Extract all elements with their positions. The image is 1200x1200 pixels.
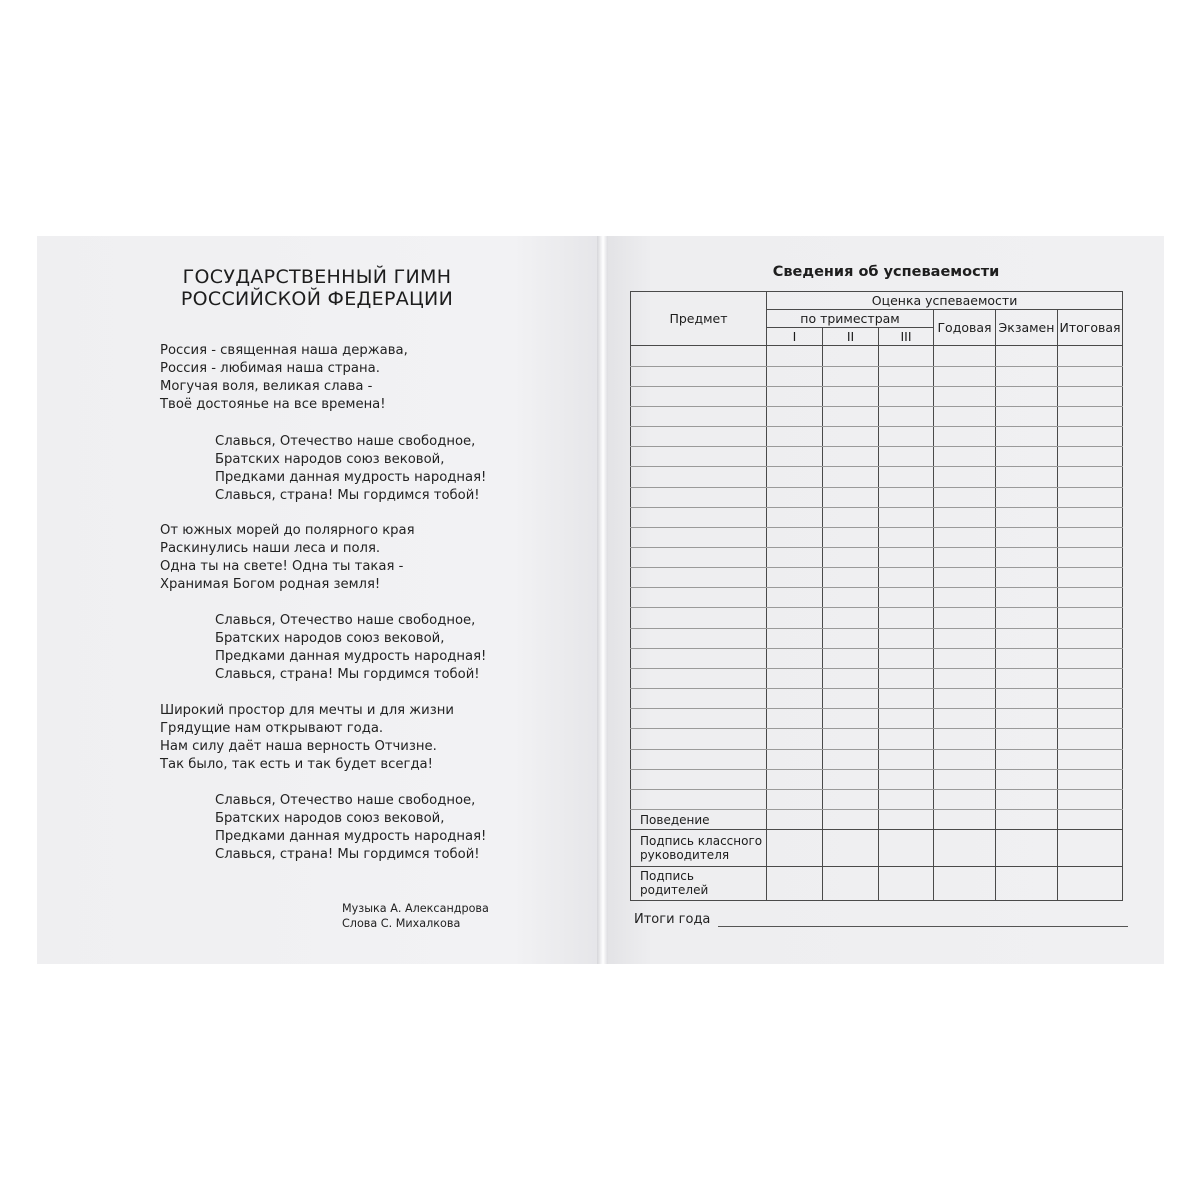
grade-cell[interactable] xyxy=(934,689,996,709)
subject-row xyxy=(631,386,1123,406)
subject-row xyxy=(631,729,1123,749)
anthem-title xyxy=(37,266,597,310)
row-behavior xyxy=(631,810,1123,830)
grade-cell[interactable] xyxy=(996,447,1058,467)
grade-cell[interactable] xyxy=(823,709,879,729)
grade-cell[interactable] xyxy=(767,749,823,769)
grade-cell[interactable] xyxy=(996,427,1058,447)
grade-cell[interactable] xyxy=(934,568,996,588)
grade-cell[interactable] xyxy=(996,689,1058,709)
col-by-trimester: по триместрам xyxy=(767,310,934,328)
grade-cell[interactable] xyxy=(1058,548,1123,568)
subject-row xyxy=(631,769,1123,789)
grade-cell[interactable] xyxy=(823,487,879,507)
col-trimester-2: II xyxy=(823,328,879,346)
grade-cell[interactable] xyxy=(934,830,996,866)
subject-cell[interactable] xyxy=(631,406,767,426)
grade-cell[interactable] xyxy=(823,467,879,487)
verse-line: Твоё достоянье на все времена! xyxy=(160,397,386,412)
grade-cell[interactable] xyxy=(823,527,879,547)
chorus-line: Предками данная мудрость народная! xyxy=(215,649,487,664)
grade-cell[interactable] xyxy=(1058,749,1123,769)
subject-row xyxy=(631,588,1123,608)
grade-cell[interactable] xyxy=(823,588,879,608)
col-assessment: Оценка успеваемости xyxy=(767,292,1123,310)
grade-cell[interactable] xyxy=(823,608,879,628)
verse-line: Так было, так есть и так будет всегда! xyxy=(160,757,433,772)
grade-cell[interactable] xyxy=(996,568,1058,588)
grade-cell[interactable] xyxy=(879,769,934,789)
grades-table xyxy=(630,291,1123,901)
anthem-verse-1 xyxy=(160,342,408,414)
subject-cell[interactable] xyxy=(631,467,767,487)
col-trimester-1: I xyxy=(767,328,823,346)
grade-cell[interactable] xyxy=(879,366,934,386)
grade-cell[interactable] xyxy=(1058,608,1123,628)
grade-cell[interactable] xyxy=(934,749,996,769)
grade-cell[interactable] xyxy=(823,749,879,769)
subject-row xyxy=(631,507,1123,527)
grade-cell[interactable] xyxy=(934,709,996,729)
subject-row xyxy=(631,487,1123,507)
anthem-verse-2 xyxy=(160,522,415,594)
grade-cell[interactable] xyxy=(879,548,934,568)
grade-cell[interactable] xyxy=(879,866,934,900)
grade-cell[interactable] xyxy=(934,447,996,467)
grade-cell[interactable] xyxy=(1058,709,1123,729)
grade-cell[interactable] xyxy=(879,427,934,447)
grade-cell[interactable] xyxy=(934,769,996,789)
right-page xyxy=(608,236,1164,964)
grade-cell[interactable] xyxy=(1058,447,1123,467)
grade-cell[interactable] xyxy=(1058,789,1123,809)
grade-cell[interactable] xyxy=(879,467,934,487)
chorus-line: Братских народов союз вековой, xyxy=(215,811,445,826)
grade-cell[interactable] xyxy=(767,568,823,588)
book-gutter xyxy=(597,236,608,964)
verse-line: Россия - священная наша держава, xyxy=(160,343,408,358)
grade-cell[interactable] xyxy=(996,406,1058,426)
subject-cell[interactable] xyxy=(631,527,767,547)
subject-cell[interactable] xyxy=(631,648,767,668)
grade-cell[interactable] xyxy=(1058,527,1123,547)
grade-cell[interactable] xyxy=(767,527,823,547)
subject-cell[interactable] xyxy=(631,507,767,527)
grade-cell[interactable] xyxy=(996,467,1058,487)
grade-cell[interactable] xyxy=(996,507,1058,527)
grade-cell[interactable] xyxy=(823,648,879,668)
grade-cell[interactable] xyxy=(767,608,823,628)
row-teacher-signature xyxy=(631,830,1123,866)
col-final: Итоговая xyxy=(1058,310,1123,346)
grade-cell[interactable] xyxy=(1058,866,1123,900)
grade-cell[interactable] xyxy=(879,749,934,769)
grade-cell[interactable] xyxy=(879,810,934,830)
grade-cell[interactable] xyxy=(823,729,879,749)
grade-cell[interactable] xyxy=(934,487,996,507)
grade-cell[interactable] xyxy=(767,709,823,729)
grade-cell[interactable] xyxy=(996,830,1058,866)
lyrics-credit: Слова С. Михалкова xyxy=(342,917,461,930)
grade-cell[interactable] xyxy=(823,830,879,866)
subject-cell[interactable] xyxy=(631,749,767,769)
grade-cell[interactable] xyxy=(879,527,934,547)
chorus-line: Славься, страна! Мы гордимся тобой! xyxy=(215,667,480,682)
grade-cell[interactable] xyxy=(1058,810,1123,830)
anthem-title-line-1: ГОСУДАРСТВЕННЫЙ ГИМН xyxy=(182,266,452,288)
grade-cell[interactable] xyxy=(767,447,823,467)
grade-cell[interactable] xyxy=(996,709,1058,729)
grade-cell[interactable] xyxy=(823,810,879,830)
grade-cell[interactable] xyxy=(879,668,934,688)
grade-cell[interactable] xyxy=(1058,769,1123,789)
subject-row xyxy=(631,668,1123,688)
grade-cell[interactable] xyxy=(934,668,996,688)
subject-row xyxy=(631,689,1123,709)
grade-cell[interactable] xyxy=(934,386,996,406)
subject-row xyxy=(631,406,1123,426)
grade-cell[interactable] xyxy=(767,507,823,527)
grade-cell[interactable] xyxy=(934,789,996,809)
grade-cell[interactable] xyxy=(767,789,823,809)
grade-cell[interactable] xyxy=(823,568,879,588)
row-label xyxy=(631,830,767,866)
grade-cell[interactable] xyxy=(996,588,1058,608)
chorus-line: Предками данная мудрость народная! xyxy=(215,470,487,485)
grade-cell[interactable] xyxy=(934,527,996,547)
subject-row xyxy=(631,447,1123,467)
grade-cell[interactable] xyxy=(823,507,879,527)
blank-rows xyxy=(631,346,1123,810)
grades-title: Сведения об успеваемости xyxy=(772,264,1000,280)
grade-cell[interactable] xyxy=(823,668,879,688)
anthem-credits xyxy=(342,901,489,931)
grade-cell[interactable] xyxy=(934,648,996,668)
grade-cell[interactable] xyxy=(996,527,1058,547)
anthem-title-line-2: РОССИЙСКОЙ ФЕДЕРАЦИИ xyxy=(180,288,454,310)
grade-cell[interactable] xyxy=(996,386,1058,406)
subject-cell[interactable] xyxy=(631,689,767,709)
chorus-line: Славься, страна! Мы гордимся тобой! xyxy=(215,847,480,862)
grade-cell[interactable] xyxy=(879,628,934,648)
grade-cell[interactable] xyxy=(1058,568,1123,588)
grade-cell[interactable] xyxy=(996,749,1058,769)
grade-cell[interactable] xyxy=(934,507,996,527)
subject-cell[interactable] xyxy=(631,709,767,729)
grade-cell[interactable] xyxy=(1058,588,1123,608)
grade-cell[interactable] xyxy=(934,588,996,608)
grade-cell[interactable] xyxy=(996,366,1058,386)
subject-cell[interactable] xyxy=(631,386,767,406)
grade-cell[interactable] xyxy=(767,467,823,487)
subject-row xyxy=(631,608,1123,628)
grade-cell[interactable] xyxy=(934,406,996,426)
subject-row xyxy=(631,527,1123,547)
grade-cell[interactable] xyxy=(996,346,1058,366)
verse-line: Одна ты на свете! Одна ты такая - xyxy=(160,559,404,574)
grade-cell[interactable] xyxy=(1058,830,1123,866)
grade-cell[interactable] xyxy=(767,648,823,668)
verse-line: От южных морей до полярного края xyxy=(160,523,415,538)
grade-cell[interactable] xyxy=(934,467,996,487)
grade-cell[interactable] xyxy=(767,487,823,507)
grade-cell[interactable] xyxy=(934,866,996,900)
subject-cell[interactable] xyxy=(631,769,767,789)
grade-cell[interactable] xyxy=(934,366,996,386)
grade-cell[interactable] xyxy=(996,668,1058,688)
grade-cell[interactable] xyxy=(823,689,879,709)
subject-row xyxy=(631,346,1123,366)
grade-cell[interactable] xyxy=(996,729,1058,749)
subject-cell[interactable] xyxy=(631,588,767,608)
grade-cell[interactable] xyxy=(1058,346,1123,366)
grade-cell[interactable] xyxy=(934,608,996,628)
grade-cell[interactable] xyxy=(996,789,1058,809)
subject-cell[interactable] xyxy=(631,729,767,749)
subject-row xyxy=(631,709,1123,729)
subject-row xyxy=(631,749,1123,769)
chorus-line: Братских народов союз вековой, xyxy=(215,631,445,646)
grade-cell[interactable] xyxy=(996,810,1058,830)
left-page xyxy=(37,236,597,964)
grade-cell[interactable] xyxy=(879,447,934,467)
subject-cell[interactable] xyxy=(631,487,767,507)
col-exam: Экзамен xyxy=(996,310,1058,346)
chorus-line: Славься, Отечество наше свободное, xyxy=(215,613,476,628)
subject-row xyxy=(631,548,1123,568)
subject-cell[interactable] xyxy=(631,366,767,386)
grade-cell[interactable] xyxy=(879,830,934,866)
subject-row xyxy=(631,467,1123,487)
grade-cell[interactable] xyxy=(1058,406,1123,426)
chorus-line: Славься, Отечество наше свободное, xyxy=(215,434,476,449)
grade-cell[interactable] xyxy=(1058,366,1123,386)
grade-cell[interactable] xyxy=(767,427,823,447)
col-annual: Годовая xyxy=(934,310,996,346)
grade-cell[interactable] xyxy=(767,628,823,648)
subject-cell[interactable] xyxy=(631,447,767,467)
music-credit: Музыка А. Александрова xyxy=(342,902,489,915)
anthem-chorus-2 xyxy=(215,612,486,684)
verse-line: Могучая воля, великая слава - xyxy=(160,379,373,394)
subject-row xyxy=(631,648,1123,668)
row-label: Поведение xyxy=(631,810,767,830)
grade-cell[interactable] xyxy=(823,427,879,447)
chorus-line: Братских народов союз вековой, xyxy=(215,452,445,467)
grade-cell[interactable] xyxy=(879,346,934,366)
grade-cell[interactable] xyxy=(823,386,879,406)
grade-cell[interactable] xyxy=(879,588,934,608)
subject-cell[interactable] xyxy=(631,548,767,568)
grade-cell[interactable] xyxy=(823,366,879,386)
grade-cell[interactable] xyxy=(1058,668,1123,688)
grade-cell[interactable] xyxy=(934,548,996,568)
grade-cell[interactable] xyxy=(996,487,1058,507)
grade-cell[interactable] xyxy=(996,769,1058,789)
year-results-label: Итоги года xyxy=(634,912,711,927)
verse-line: Широкий простор для мечты и для жизни xyxy=(160,703,454,718)
subject-row xyxy=(631,427,1123,447)
grade-cell[interactable] xyxy=(1058,427,1123,447)
grade-cell[interactable] xyxy=(879,608,934,628)
grade-cell[interactable] xyxy=(879,709,934,729)
grade-cell[interactable] xyxy=(879,689,934,709)
subject-row xyxy=(631,789,1123,809)
grade-cell[interactable] xyxy=(879,648,934,668)
col-trimester-3: III xyxy=(879,328,934,346)
grade-cell[interactable] xyxy=(767,406,823,426)
grade-cell[interactable] xyxy=(1058,487,1123,507)
grade-cell[interactable] xyxy=(823,406,879,426)
grade-cell[interactable] xyxy=(767,346,823,366)
grade-cell[interactable] xyxy=(767,366,823,386)
grade-cell[interactable] xyxy=(1058,628,1123,648)
grade-cell[interactable] xyxy=(934,810,996,830)
grade-cell[interactable] xyxy=(823,447,879,467)
grade-cell[interactable] xyxy=(1058,467,1123,487)
grade-cell[interactable] xyxy=(767,588,823,608)
anthem-verse-3 xyxy=(160,702,454,774)
grade-cell[interactable] xyxy=(823,628,879,648)
subject-row xyxy=(631,628,1123,648)
grade-cell[interactable] xyxy=(767,548,823,568)
grade-cell[interactable] xyxy=(996,548,1058,568)
subject-row xyxy=(631,366,1123,386)
grade-cell[interactable] xyxy=(1058,507,1123,527)
grade-cell[interactable] xyxy=(879,406,934,426)
grade-cell[interactable] xyxy=(879,789,934,809)
row-label-line: руководителя xyxy=(640,848,730,863)
grade-cell[interactable] xyxy=(1058,729,1123,749)
grade-cell[interactable] xyxy=(823,548,879,568)
subject-cell[interactable] xyxy=(631,668,767,688)
subject-cell[interactable] xyxy=(631,568,767,588)
year-results-line[interactable] xyxy=(718,926,1128,927)
verse-line: Хранимая Богом родная земля! xyxy=(160,577,381,592)
chorus-line: Предками данная мудрость народная! xyxy=(215,829,487,844)
grade-cell[interactable] xyxy=(879,729,934,749)
grade-cell[interactable] xyxy=(1058,386,1123,406)
subject-cell[interactable] xyxy=(631,628,767,648)
grade-cell[interactable] xyxy=(934,427,996,447)
grade-cell[interactable] xyxy=(996,648,1058,668)
subject-cell[interactable] xyxy=(631,427,767,447)
subject-row xyxy=(631,568,1123,588)
grade-cell[interactable] xyxy=(1058,689,1123,709)
grade-cell[interactable] xyxy=(767,386,823,406)
col-subject: Предмет xyxy=(631,292,767,346)
grade-cell[interactable] xyxy=(879,487,934,507)
grade-cell[interactable] xyxy=(996,608,1058,628)
grade-cell[interactable] xyxy=(879,386,934,406)
subject-cell[interactable] xyxy=(631,789,767,809)
grade-cell[interactable] xyxy=(934,346,996,366)
verse-line: Россия - любимая наша страна. xyxy=(160,361,380,376)
grade-cell[interactable] xyxy=(934,729,996,749)
grade-cell[interactable] xyxy=(996,866,1058,900)
grade-cell[interactable] xyxy=(996,628,1058,648)
row-label: Подпись родителей xyxy=(631,866,767,900)
grade-cell[interactable] xyxy=(767,866,823,900)
grade-cell[interactable] xyxy=(823,866,879,900)
grade-cell[interactable] xyxy=(879,507,934,527)
verse-line: Раскинулись наши леса и поля. xyxy=(160,541,381,556)
anthem-chorus-3 xyxy=(215,792,486,864)
grade-cell[interactable] xyxy=(767,810,823,830)
verse-line: Нам силу даёт наша верность Отчизне. xyxy=(160,739,437,754)
row-label-line: Подпись классного xyxy=(640,834,763,849)
grade-cell[interactable] xyxy=(767,689,823,709)
subject-cell[interactable] xyxy=(631,608,767,628)
chorus-line: Славься, Отечество наше свободное, xyxy=(215,793,476,808)
grade-cell[interactable] xyxy=(823,769,879,789)
grade-cell[interactable] xyxy=(767,729,823,749)
grade-cell[interactable] xyxy=(823,789,879,809)
grade-cell[interactable] xyxy=(823,346,879,366)
grade-cell[interactable] xyxy=(879,568,934,588)
verse-line: Грядущие нам открывают года. xyxy=(160,721,384,736)
grade-cell[interactable] xyxy=(934,628,996,648)
row-parents-signature xyxy=(631,866,1123,900)
chorus-line: Славься, страна! Мы гордимся тобой! xyxy=(215,488,480,503)
grade-cell[interactable] xyxy=(1058,648,1123,668)
grade-cell[interactable] xyxy=(767,668,823,688)
grade-cell[interactable] xyxy=(767,830,823,866)
grade-cell[interactable] xyxy=(767,769,823,789)
anthem-chorus-1 xyxy=(215,433,486,505)
subject-cell[interactable] xyxy=(631,346,767,366)
